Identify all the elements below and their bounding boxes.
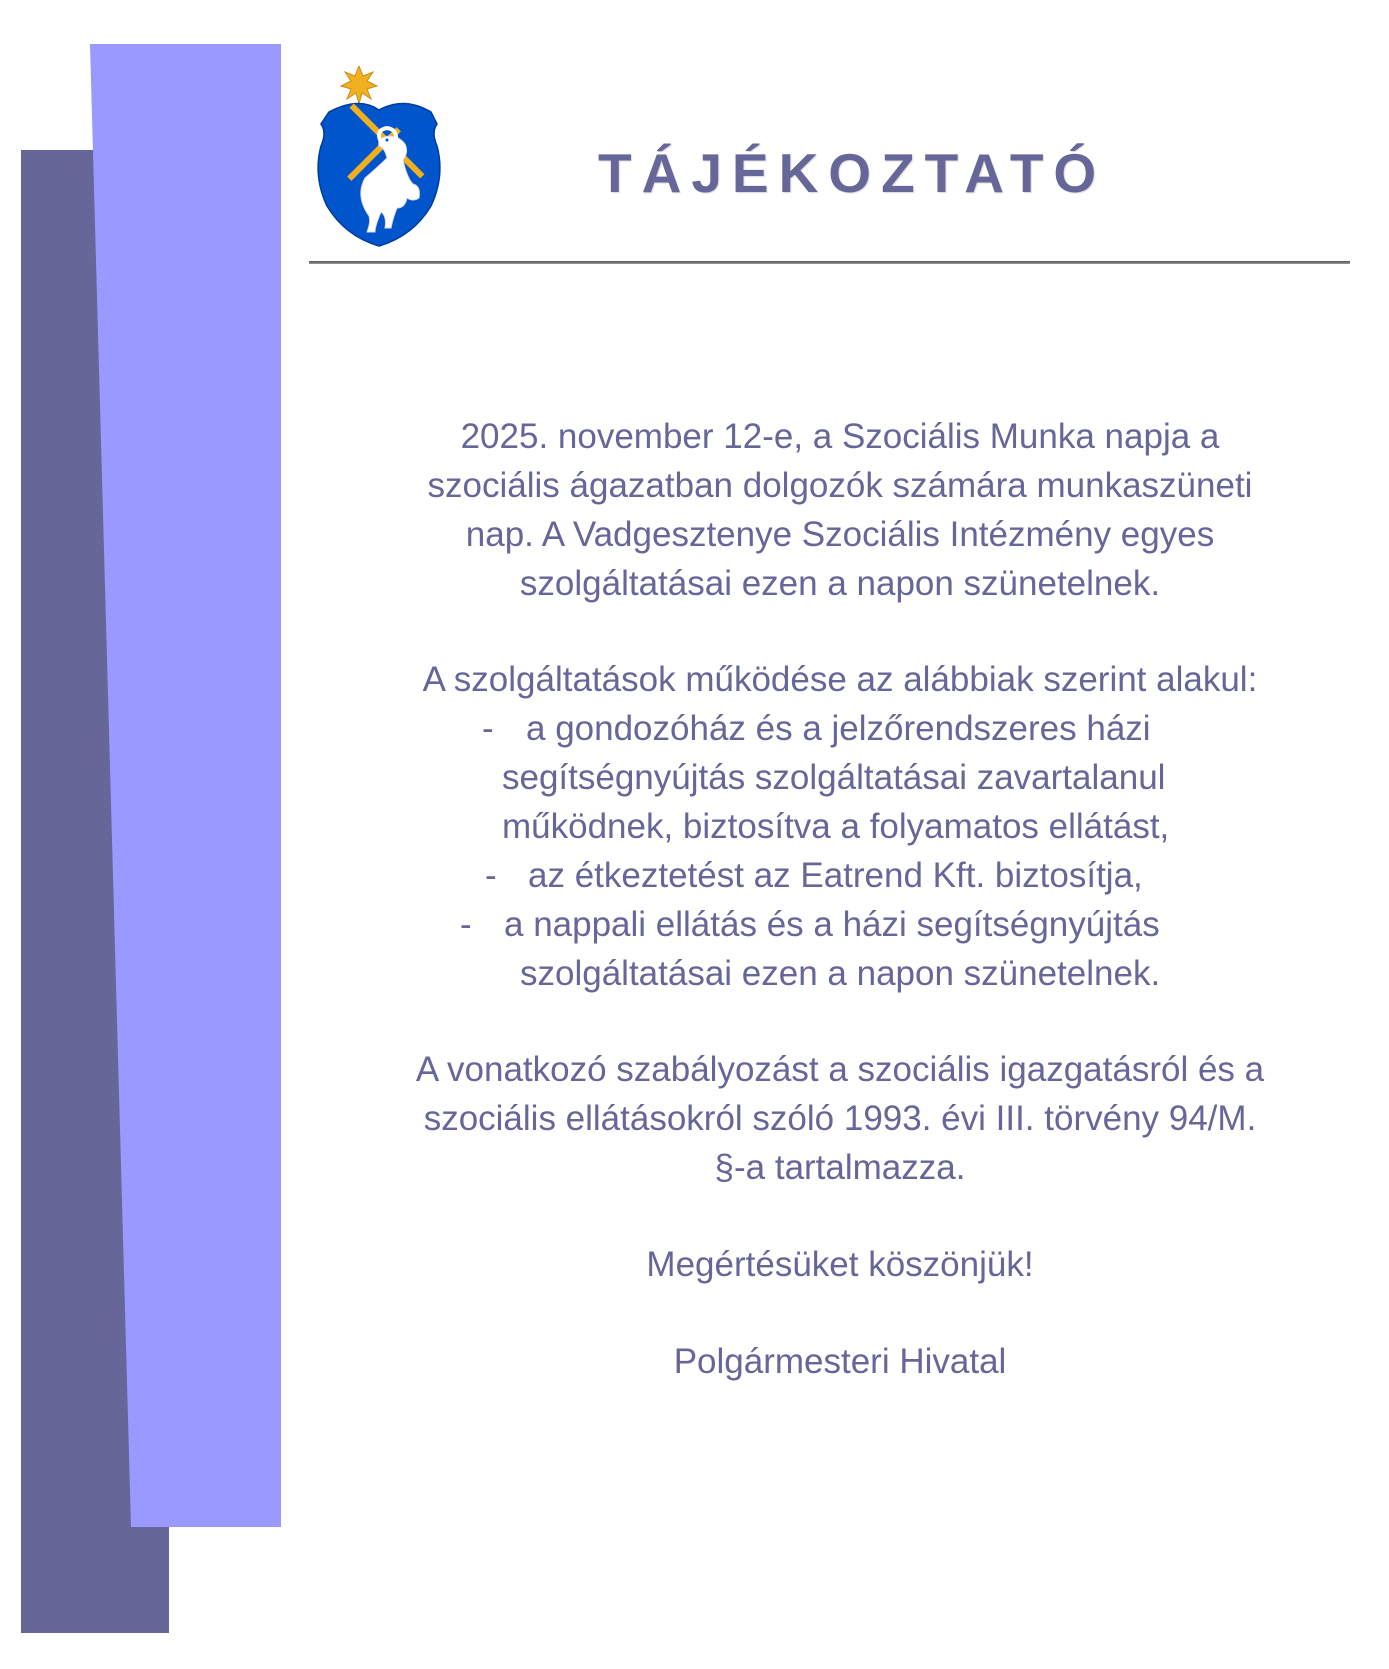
legal-line: §-a tartalmazza. <box>714 1148 966 1187</box>
list-item-line: az étkeztetést az Eatrend Kft. biztosítja, <box>528 856 1143 895</box>
list-item-line: szolgáltatásai ezen a napon szünetelnek. <box>520 954 1161 993</box>
list-item-line: a gondozóház és a jelzőrendszeres házi <box>526 709 1151 748</box>
list-item-line: működnek, biztosítva a folyamatos ellátást, <box>502 807 1170 846</box>
intro-line: szociális ágazatban dolgozók számára munkaszüneti <box>427 466 1253 505</box>
list-item-line: segítségnyújtás szolgáltatásai zavartalanul <box>502 758 1166 797</box>
thanks-text: Megértésüket köszönjük! <box>646 1245 1034 1284</box>
closing-signature <box>330 1337 1350 1386</box>
legal-line: szociális ellátásokról szóló 1993. évi III. törvény 94/M. <box>423 1099 1257 1138</box>
services-heading-text: A szolgáltatások működése az alábbiak szerint alakul: <box>422 660 1258 699</box>
list-bullet: - <box>482 709 494 748</box>
page-title: TÁJÉKOZTATÓ <box>598 142 1107 204</box>
intro-paragraph <box>330 412 1350 608</box>
signature-text: Polgármesteri Hivatal <box>673 1342 1007 1381</box>
legal-line: A vonatkozó szabályozást a szociális igazgatásról és a <box>415 1050 1265 1089</box>
intro-line: nap. A Vadgesztenye Szociális Intézmény egyes <box>465 515 1215 554</box>
coat-of-arms-icon <box>309 66 449 251</box>
list-item-line: a nappali ellátás és a házi segítségnyújtás <box>504 905 1160 944</box>
intro-line: 2025. november 12-e, a Szociális Munka napja a <box>460 417 1220 456</box>
list-bullet: - <box>460 905 472 944</box>
header-divider <box>309 261 1350 264</box>
legal-paragraph <box>330 1045 1350 1192</box>
services-list <box>330 704 1350 1004</box>
list-bullet: - <box>485 856 497 895</box>
intro-line: szolgáltatásai ezen a napon szünetelnek. <box>519 564 1161 603</box>
closing-thanks <box>330 1240 1350 1289</box>
services-heading <box>330 655 1350 704</box>
